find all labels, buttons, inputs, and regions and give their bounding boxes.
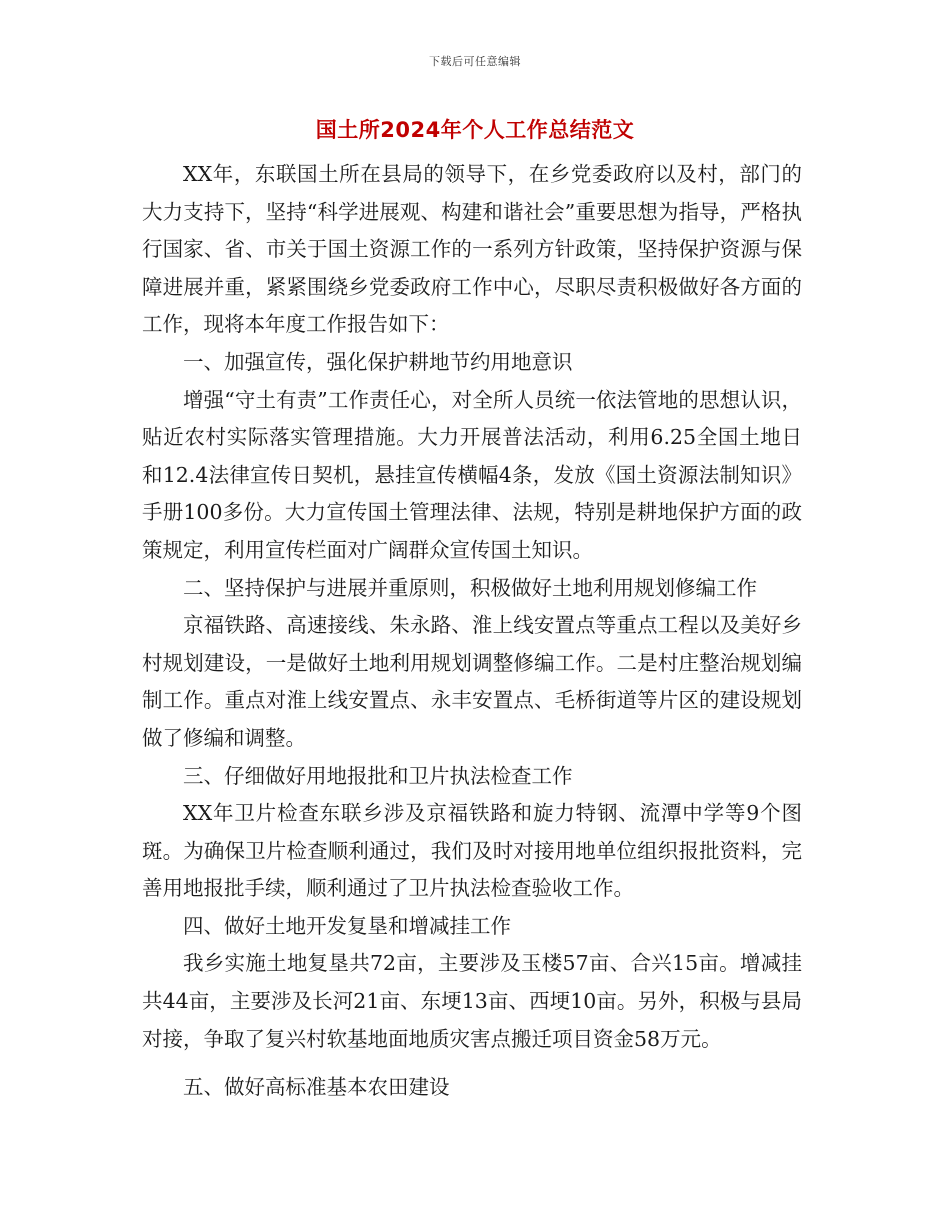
intro-paragraph: XX年，东联国土所在县局的领导下，在乡党委政府以及村，部门的大力支持下，坚持“科学进展观、构建和谐社会”重要思想为指导，严格执行国家、省、市关于国土资源工作的一系列方针政策，坚持保护资源与保障进展并重，紧紧围绕乡党委政府工作中心，尽职尽责积极做好各方面的工作，现将本年度工作报告如下： (142, 162, 802, 337)
document-title: 国土所2024年个人工作总结范文 (315, 118, 635, 142)
section-heading: 五、做好高标准基本农田建设 (183, 1075, 450, 1100)
body-paragraph: 我乡实施土地复垦共72亩，主要涉及玉楼57亩、合兴15亩。增减挂共44亩，主要涉及长河21亩、东埂13亩、西埂10亩。另外，积极与县局对接，争取了复兴村软基地面地质灾害点搬迁项目资金58万元。 (142, 951, 802, 1051)
section-heading: 三、仔细做好用地报批和卫片执法检查工作 (183, 763, 573, 788)
body-paragraph: XX年卫片检查东联乡涉及京福铁路和旋力特钢、流潭中学等9个图斑。为确保卫片检查顺利通过，我们及时对接用地单位组织报批资料，完善用地报批手续，顺利通过了卫片执法检查验收工作。 (142, 801, 802, 901)
section-heading: 二、坚持保护与进展并重原则，积极做好土地利用规划修编工作 (183, 575, 757, 600)
section-heading: 四、做好土地开发复垦和增减挂工作 (183, 913, 511, 938)
section-heading: 一、加强宣传，强化保护耕地节约用地意识 (183, 349, 573, 374)
header-note: 下载后可任意编辑 (429, 55, 521, 68)
body-paragraph: 增强“守土有责”工作责任心，对全所人员统一依法管地的思想认识，贴近农村实际落实管理措施。大力开展普法活动，利用6.25全国土地日和12.4法律宣传日契机，悬挂宣传横幅4条，发放《国土资源法制知识》手册100多份。大力宣传国土管理法律、法规，特别是耕地保护方面的政策规定，利用宣传栏面对广阔群众宣传国土知识。 (142, 387, 802, 562)
document-body (142, 156, 802, 1107)
body-paragraph: 京福铁路、高速接线、朱永路、淮上线安置点等重点工程以及美好乡村规划建设，一是做好土地利用规划调整修编工作。二是村庄整治规划编制工作。重点对淮上线安置点、永丰安置点、毛桥街道等片区的建设规划做了修编和调整。 (142, 613, 802, 750)
